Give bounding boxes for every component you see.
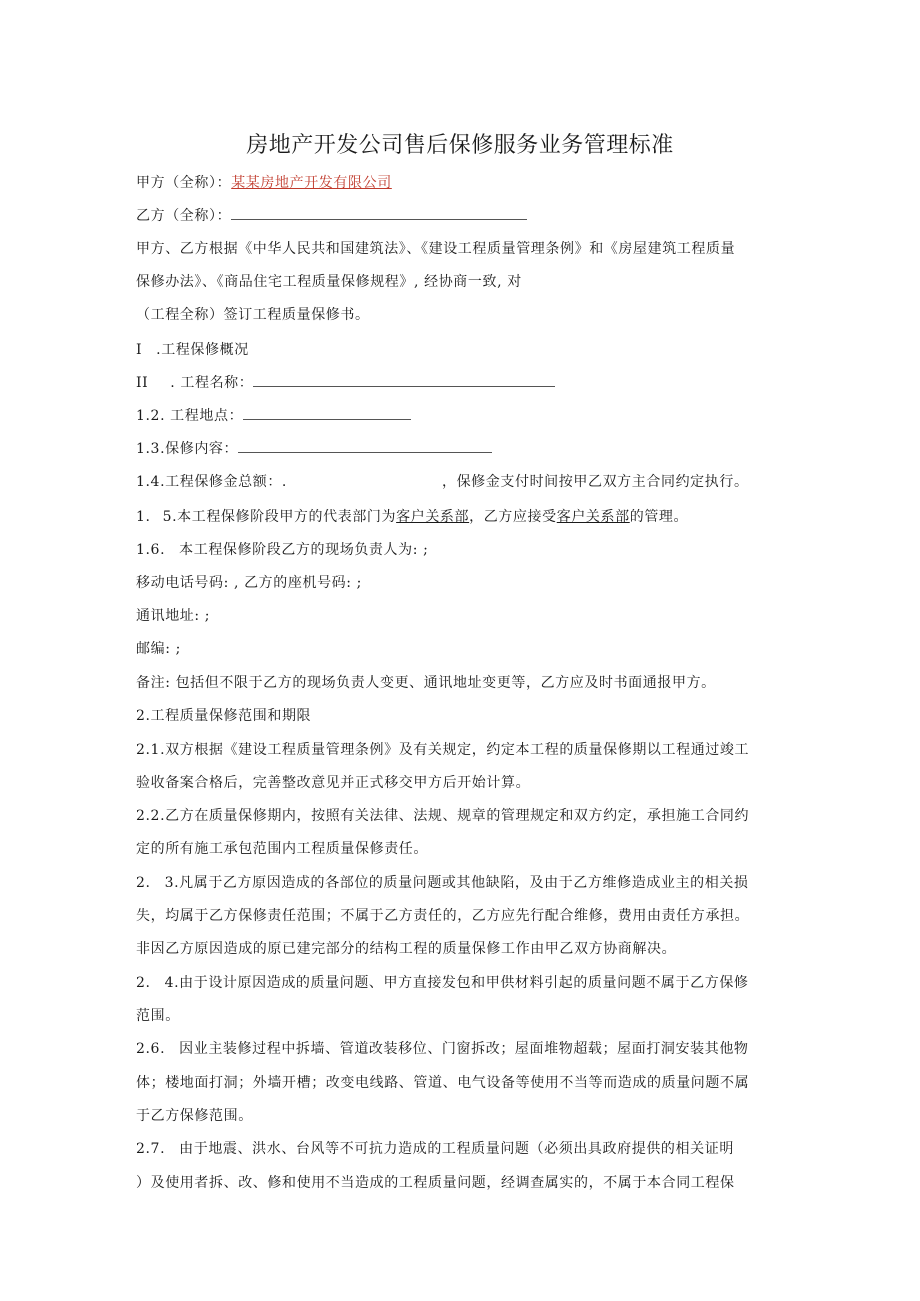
item-1-1-label: . 工程名称： xyxy=(170,375,254,391)
item-2-3-number: 2. xyxy=(136,875,151,891)
item-1-3-label: 1.3.保修内容： xyxy=(136,441,239,457)
note-line: 备注: 包括但不限于乙方的现场负责人变更、通讯地址变更等，乙方应及时书面通报甲方。 xyxy=(136,675,716,691)
project-location-blank xyxy=(243,406,411,420)
section-1-title: .工程保修概况 xyxy=(156,342,249,358)
item-2-1-line-1: 2.1.双方根据《建设工程质量管理条例》及有关规定，约定本工程的质量保修期以工程通过竣工 xyxy=(136,742,750,758)
section-2-heading: 2.工程质量保修范围和期限 xyxy=(136,708,312,724)
item-1-3 xyxy=(136,439,786,459)
item-2-6-number: 2.6. xyxy=(136,1041,166,1057)
item-2-7-number: 2.7. xyxy=(136,1141,166,1157)
postcode-line: 邮编: ; xyxy=(136,641,181,657)
item-1-5 xyxy=(136,507,786,527)
section-1-number: I xyxy=(136,342,143,358)
item-2-1-line-2: 验收备案合格后，完善整改意见并正式移交甲方后开始计算。 xyxy=(136,775,531,791)
item-1-1-number: II xyxy=(136,375,149,391)
project-name-blank xyxy=(253,373,555,387)
item-2-3-line-1 xyxy=(136,873,786,893)
item-1-6 xyxy=(136,540,786,560)
item-1-5-text-b: ，乙方应接受 xyxy=(469,509,557,525)
item-2-2-line-2: 定的所有施工承包范围内工程质量保修责任。 xyxy=(136,841,428,857)
item-2-6-text-1: 因业主装修过程中拆墙、管道改装移位、门窗拆改；屋面堆物超载；屋面打洞安装其他物 xyxy=(179,1041,749,1057)
item-1-5-text-a: 5.本工程保修阶段甲方的代表部门为 xyxy=(162,509,397,525)
item-2-2-line-1: 2.2.乙方在质量保修期内，按照有关法律、法规、规章的管理规定和双方约定，承担施工合同约 xyxy=(136,808,750,824)
item-2-7-text-1: 由于地震、洪水、台风等不可抗力造成的工程质量问题（必须出具政府提供的相关证明 xyxy=(179,1141,734,1157)
party-a-line xyxy=(136,173,786,193)
item-1-5-number: 1. xyxy=(136,509,151,525)
section-1-heading xyxy=(136,340,786,360)
warranty-content-blank xyxy=(238,439,492,453)
intro-line-3: （工程全称）签订工程质量保修书。 xyxy=(136,307,370,323)
intro-line-1: 甲方、乙方根据《中华人民共和国建筑法》、《建设工程质量管理条例》和《房屋建筑工程质量 xyxy=(136,241,736,257)
item-2-7-line-2: ）及使用者拆、改、修和使用不当造成的工程质量问题，经调查属实的，不属于本合同工程保 xyxy=(136,1175,735,1191)
party-a-label: 甲方（全称）： xyxy=(136,175,232,191)
item-2-6-line-2: 体；楼地面打洞；外墙开槽；改变电线路、管道、电气设备等使用不当等而造成的质量问题不属 xyxy=(136,1075,750,1091)
item-2-7-line-1 xyxy=(136,1139,786,1159)
item-1-4 xyxy=(136,472,786,492)
item-1-1 xyxy=(136,373,786,393)
item-2-4-line-2: 范围。 xyxy=(136,1008,180,1024)
item-2-4-line-1 xyxy=(136,973,786,993)
party-b-label: 乙方（全称）： xyxy=(136,208,232,224)
item-2-3-text-1: 3.凡属于乙方原因造成的各部位的质量问题或其他缺陷，及由于乙方维修造成业主的相关损 xyxy=(164,875,749,891)
rep-department-2: 客户关系部 xyxy=(556,509,630,525)
item-1-2-label: 1.2. 工程地点： xyxy=(136,408,244,424)
item-2-4-text-1: 4.由于设计原因造成的质量问题、甲方直接发包和甲供材料引起的质量问题不属于乙方保修 xyxy=(164,975,749,991)
document-title: 房地产开发公司售后保修服务业务管理标准 xyxy=(246,133,674,158)
intro-line-2: 保修办法》、《商品住宅工程质量保修规程》, 经协商一致, 对 xyxy=(136,274,522,290)
address-line: 通讯地址: ; xyxy=(136,608,211,624)
item-2-6-line-1 xyxy=(136,1039,786,1059)
item-2-3-line-2: 失，均属于乙方保修责任范围；不属于乙方责任的，乙方应先行配合维修，费用由责任方承担。 xyxy=(136,908,750,924)
party-a-name: 某某房地产开发有限公司 xyxy=(231,175,392,191)
item-2-6-line-3: 于乙方保修范围。 xyxy=(136,1108,253,1124)
rep-department-1: 客户关系部 xyxy=(396,509,470,525)
item-1-2 xyxy=(136,406,786,426)
item-1-4-label: 1.4.工程保修金总额：. xyxy=(136,474,287,490)
item-1-5-text-c: 的管理。 xyxy=(629,509,689,525)
party-b-blank xyxy=(231,206,527,220)
item-2-3-line-3: 非因乙方原因造成的原已建完部分的结构工程的质量保修工作由甲乙双方协商解决。 xyxy=(136,941,677,957)
item-2-4-number: 2. xyxy=(136,975,151,991)
party-b-line xyxy=(136,206,786,226)
mobile-line: 移动电话号码: , 乙方的座机号码: ; xyxy=(136,575,362,591)
item-1-6-text: 本工程保修阶段乙方的现场负责人为: ; xyxy=(179,542,429,558)
item-1-6-number: 1.6. xyxy=(136,542,166,558)
item-1-4-rest: ，保修金支付时间按甲乙双方主合同约定执行。 xyxy=(441,474,749,490)
